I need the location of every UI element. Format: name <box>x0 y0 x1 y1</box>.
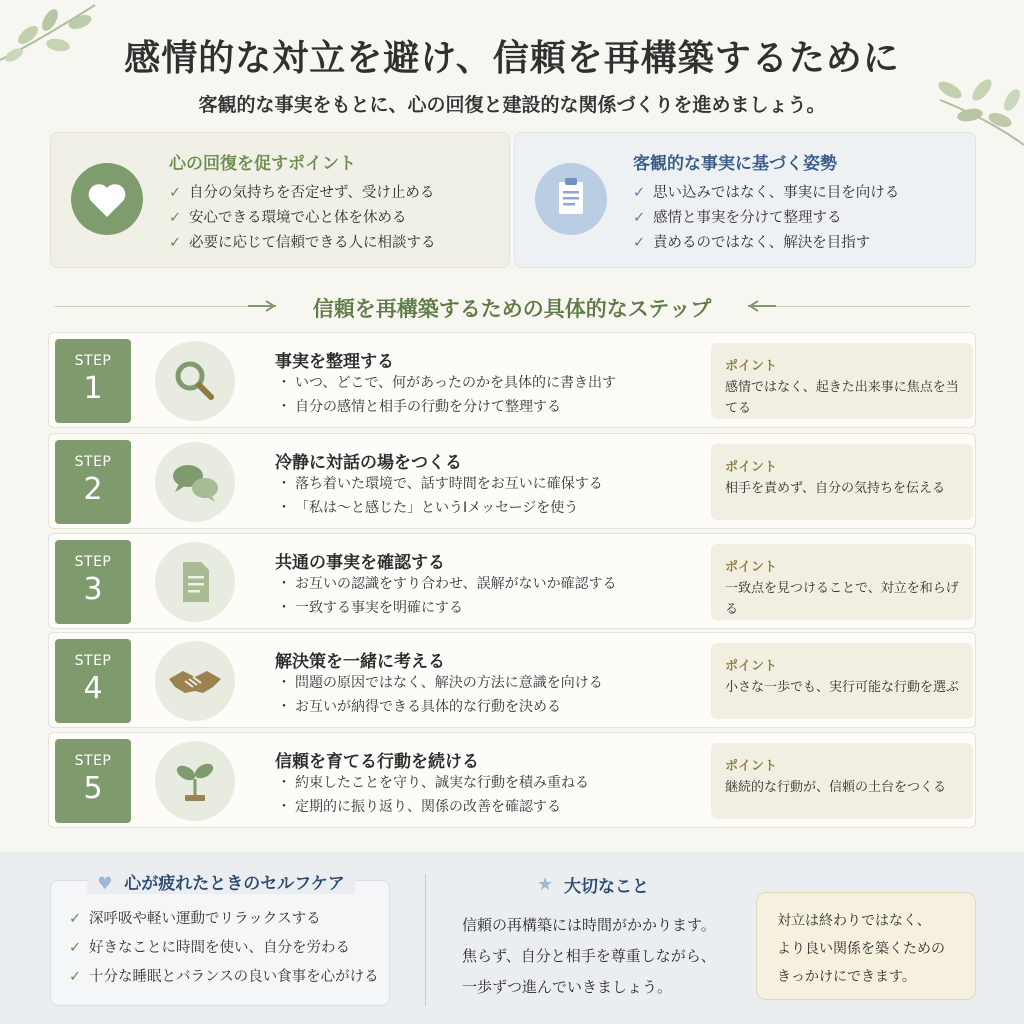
check-icon: ✓ <box>69 911 82 927</box>
list-item: ・ 約束したことを守り、誠実な行動を積み重ねる <box>277 775 589 791</box>
step-bullets <box>277 373 616 421</box>
list-item: ✓ 好きなことに時間を使い、自分を労わる <box>69 936 379 965</box>
star-icon: ★ <box>537 874 554 895</box>
step-title: 共通の事実を確認する <box>275 553 445 573</box>
important-title: 大切なこと <box>564 877 649 897</box>
selfcare-title: ♥ 心が疲れたときのセルフケア <box>51 869 391 894</box>
list-item: ✓ 責めるのではなく、解決を目指す <box>633 235 871 251</box>
step-title: 冷静に対話の場をつくる <box>275 453 462 473</box>
steps-section-title: 信頼を再構築するための具体的なステップ <box>312 297 712 321</box>
selfcare-list <box>69 907 379 994</box>
step-point-box <box>711 343 973 419</box>
point-text: 相手を責めず、自分の気持ちを伝える <box>725 481 945 496</box>
magnifier-icon <box>155 341 235 421</box>
vertical-divider <box>425 874 426 1006</box>
step-card-2 <box>48 433 976 529</box>
sprout-icon <box>155 741 235 821</box>
check-icon: ✓ <box>169 235 182 251</box>
step-card-4 <box>48 632 976 728</box>
check-icon: ✓ <box>169 185 182 201</box>
speech-bubbles-icon <box>155 442 235 522</box>
step-bullets <box>277 773 589 821</box>
heart-icon: ♥ <box>97 874 113 894</box>
list-item: ✓ 十分な睡眠とバランスの良い食事を心がける <box>69 965 379 994</box>
selfcare-box <box>50 874 390 1006</box>
ornament-icon <box>748 299 776 313</box>
step-title: 信頼を育てる行動を続ける <box>275 752 479 772</box>
list-item: ✓ 自分の気持ちを否定せず、受け止める <box>169 185 435 201</box>
step-point-box <box>711 743 973 819</box>
objective-stance-card <box>514 132 976 268</box>
step-point-box <box>711 444 973 520</box>
check-icon: ✓ <box>633 210 646 226</box>
list-item: ・ いつ、どこで、何があったのかを具体的に書き出す <box>277 375 617 391</box>
bottom-section <box>0 852 1024 1024</box>
step-card-1 <box>48 332 976 428</box>
list-item: ・ お互いの認識をすり合わせ、誤解がないか確認する <box>277 576 617 592</box>
check-icon: ✓ <box>69 940 82 956</box>
step-badge: STEP 3 <box>55 540 131 624</box>
heart-icon <box>71 163 143 235</box>
point-text: 感情ではなく、起きた出来事に焦点を当てる <box>725 380 959 416</box>
point-label: ポイント <box>725 560 778 575</box>
objective-list <box>633 183 899 258</box>
section-divider-right <box>776 306 970 307</box>
list-item: ・ 一致する事実を明確にする <box>277 600 463 616</box>
list-item: ✓ 感情と事実を分けて整理する <box>633 210 842 226</box>
step-badge: STEP 4 <box>55 639 131 723</box>
step-card-3 <box>48 533 976 629</box>
step-badge: STEP 5 <box>55 739 131 823</box>
page-subtitle: 客観的な事実をもとに、心の回復と建設的な関係づくりを進めましょう。 <box>198 94 826 116</box>
handshake-icon <box>155 641 235 721</box>
step-bullets <box>277 673 603 721</box>
list-item: ✓ 深呼吸や軽い運動でリラックスする <box>69 907 379 936</box>
recovery-points-card <box>50 132 510 268</box>
check-icon: ✓ <box>69 969 82 985</box>
step-title: 事実を整理する <box>275 352 394 372</box>
list-item: ・ 落ち着いた環境で、話す時間をお互いに確保する <box>277 476 603 492</box>
list-item: ✓ 必要に応じて信頼できる人に相談する <box>169 235 436 251</box>
point-label: ポイント <box>725 460 778 475</box>
list-item: ✓ 安心できる環境で心と体を休める <box>169 210 407 226</box>
step-badge: STEP 1 <box>55 339 131 423</box>
step-badge: STEP 2 <box>55 440 131 524</box>
objective-card-title: 客観的な事実に基づく姿勢 <box>633 154 837 174</box>
clipboard-icon <box>535 163 607 235</box>
point-text: 継続的な行動が、信頼の土台をつくる <box>725 780 947 795</box>
point-label: ポイント <box>725 359 778 374</box>
list-item: ・ お互いが納得できる具体的な行動を決める <box>277 699 561 715</box>
list-item: ・ 「私は〜と感じた」というIメッセージを使う <box>277 500 579 516</box>
recovery-card-title: 心の回復を促すポイント <box>169 154 356 174</box>
list-item: ・ 定期的に振り返り、関係の改善を確認する <box>277 799 561 815</box>
step-point-box <box>711 643 973 719</box>
list-item: ✓ 思い込みではなく、事実に目を向ける <box>633 185 900 201</box>
page-title: 感情的な対立を避け、信頼を再構築するために <box>124 37 900 79</box>
point-label: ポイント <box>725 759 778 774</box>
important-text: 信頼の再構築には時間がかかります。 焦らず、自分と相手を尊重しながら、 一歩ずつ進んでいきましょう。 <box>462 916 716 996</box>
check-icon: ✓ <box>633 185 646 201</box>
step-bullets <box>277 574 617 622</box>
step-card-5 <box>48 732 976 828</box>
point-text: 小さな一歩でも、実行可能な行動を選ぶ <box>725 680 960 695</box>
note-box <box>756 892 976 1000</box>
document-icon <box>155 542 235 622</box>
step-bullets <box>277 474 603 522</box>
recovery-list <box>169 183 436 258</box>
check-icon: ✓ <box>169 210 182 226</box>
point-text: 一致点を見つけることで、対立を和らげる <box>725 581 959 617</box>
point-label: ポイント <box>725 659 778 674</box>
step-title: 解決策を一緒に考える <box>275 652 445 672</box>
step-point-box <box>711 544 973 620</box>
list-item: ・ 自分の感情と相手の行動を分けて整理する <box>277 399 561 415</box>
check-icon: ✓ <box>633 235 646 251</box>
note-text: 対立は終わりではなく、 より良い関係を築くための きっかけにできます。 <box>777 913 945 985</box>
list-item: ・ 問題の原因ではなく、解決の方法に意識を向ける <box>277 675 603 691</box>
